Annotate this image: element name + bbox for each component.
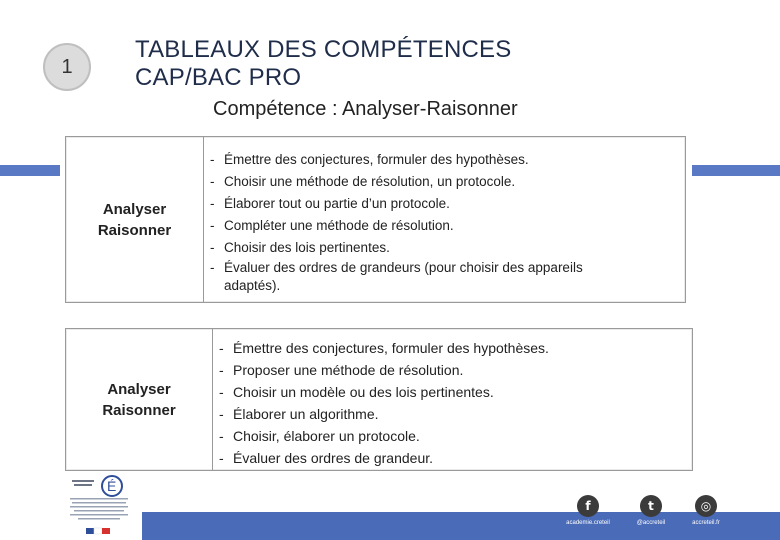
social-caption: accreteil.fr xyxy=(692,520,720,526)
competence-label-line1: Analyser xyxy=(107,380,171,398)
list-item: - Choisir des lois pertinentes. xyxy=(210,237,685,259)
list-item: - Proposer une méthode de résolution. xyxy=(219,359,692,381)
social-caption: academie.creteil xyxy=(566,520,610,526)
list-item: - Choisir, élaborer un protocole. xyxy=(219,425,692,447)
right-accent-bar xyxy=(692,165,780,176)
competence-list xyxy=(205,137,685,302)
competence-label-line2: Raisonner xyxy=(97,221,172,239)
slide-number: 1 xyxy=(61,55,73,78)
list-item: - Émettre des conjectures, formuler des hypothèses. xyxy=(219,337,692,359)
list-item: - Compléter une méthode de résolution. xyxy=(210,215,685,237)
list-item: - Évaluer des ordres de grandeurs (pour choisir des appareils adaptés). xyxy=(210,259,630,295)
facebook-icon[interactable]: f xyxy=(577,495,599,517)
social-website[interactable] xyxy=(685,495,725,535)
social-caption: @accreteil xyxy=(636,520,666,526)
logo-letter: É xyxy=(107,478,117,494)
title-line-1: TABLEAUX DES COMPÉTENCES xyxy=(135,36,512,63)
list-item: - Évaluer des ordres de grandeur. xyxy=(219,447,692,469)
page-title xyxy=(135,36,695,92)
social-twitter[interactable] xyxy=(630,495,670,535)
list-item: - Élaborer un algorithme. xyxy=(219,403,692,425)
list-item: - Choisir une méthode de résolution, un protocole. xyxy=(210,171,685,193)
page-subtitle: Compétence : Analyser-Raisonner xyxy=(213,98,518,120)
left-accent-bar xyxy=(0,165,60,176)
competence-label-line1: Analyser xyxy=(102,200,167,218)
competence-table-2 xyxy=(65,328,693,471)
academie-emblem-icon xyxy=(64,472,140,538)
list-item: - Émettre des conjectures, formuler des hypothèses. xyxy=(210,149,685,171)
competence-table-1 xyxy=(65,136,686,303)
social-facebook[interactable] xyxy=(566,495,610,535)
competence-label-cell xyxy=(66,329,213,470)
title-line-2: CAP/BAC PRO xyxy=(135,64,302,91)
academie-logo xyxy=(64,472,140,538)
twitter-icon[interactable]: t xyxy=(640,495,662,517)
competence-list xyxy=(214,329,692,470)
competence-label-line2: Raisonner xyxy=(102,401,176,419)
list-item: - Élaborer tout ou partie d’un protocole. xyxy=(210,193,685,215)
competence-label-cell xyxy=(66,137,204,302)
list-item: - Choisir un modèle ou des lois pertinentes. xyxy=(219,381,692,403)
slide-number-badge xyxy=(43,43,91,91)
dribbble-icon[interactable]: ◎ xyxy=(695,495,717,517)
